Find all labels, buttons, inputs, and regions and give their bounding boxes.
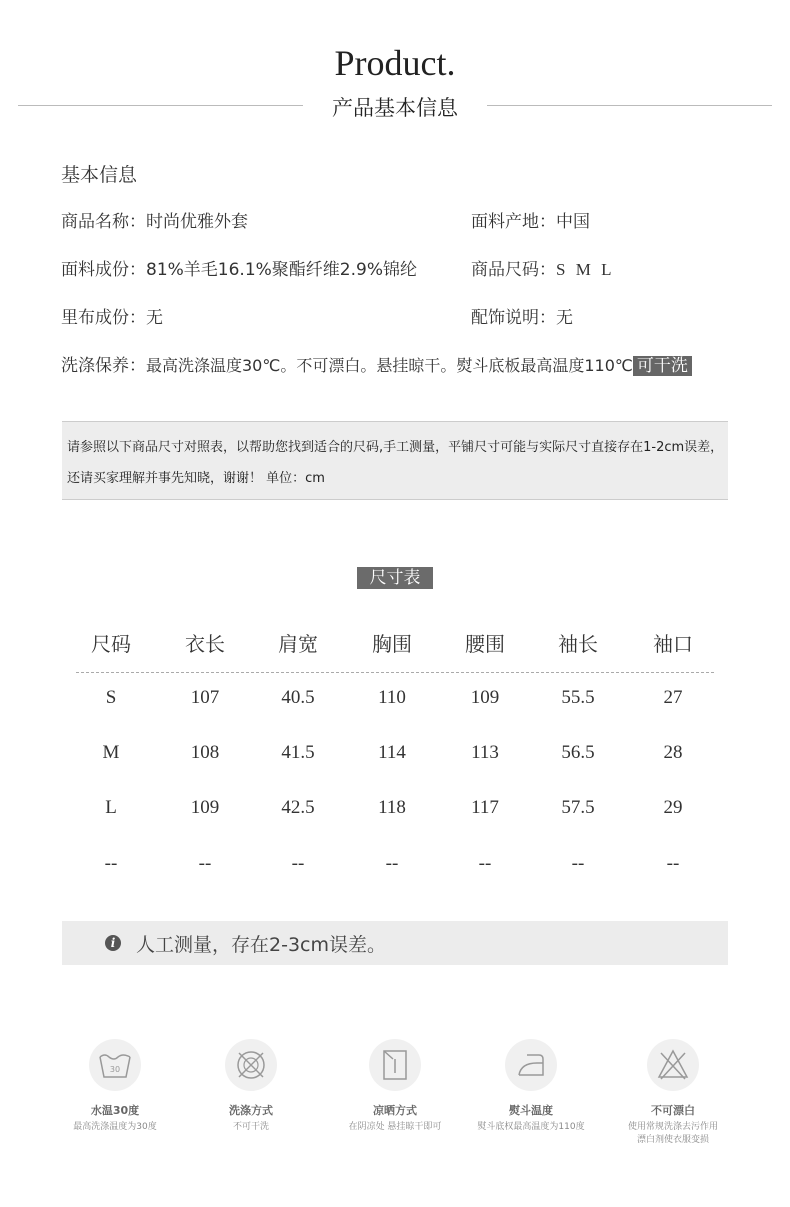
care-item-drying: [330, 1039, 460, 1134]
size-table-cell: 109: [470, 687, 500, 708]
size-table-cell: --: [385, 853, 399, 874]
size-table-cell: 108: [190, 742, 220, 763]
size-table-cell: 29: [663, 797, 683, 818]
care-title: 不可漂白: [651, 1104, 695, 1117]
wash-care-row: [61, 351, 692, 376]
fabric-origin-label: 面料产地：: [471, 212, 556, 232]
care-item-bleach: [608, 1039, 738, 1147]
notice-line-2: 还请买家理解并事先知晓，谢谢！ 单位：cm: [67, 471, 325, 486]
fabric-origin-value: 中国: [556, 212, 590, 232]
size-notice-box: [62, 421, 728, 500]
size-table-cell: 113: [471, 742, 499, 763]
product-name-row: [61, 207, 248, 232]
notice-line-1: 请参照以下商品尺寸对照表，以帮助您找到适合的尺码,手工测量，平铺尺寸可能与实际尺寸直接存在1-2cm误差，: [67, 440, 724, 455]
dry-clean-badge: 可干洗: [633, 356, 692, 376]
size-table-cell: 40.5: [281, 687, 315, 708]
care-title: 水温30度: [90, 1104, 140, 1117]
size-table-cell: M: [102, 742, 120, 763]
product-size-value: S M L: [556, 260, 615, 279]
care-title: 熨斗温度: [509, 1104, 553, 1117]
accessory-value: 无: [556, 308, 573, 328]
size-table-divider: [76, 672, 714, 673]
size-header-cell: 袖长: [558, 632, 598, 656]
iron-icon: [505, 1039, 557, 1091]
size-header-cell: 腰围: [465, 632, 505, 656]
page-subtitle: 产品基本信息: [332, 96, 458, 120]
size-table-cell: --: [666, 853, 680, 874]
size-table-cell: 41.5: [281, 742, 315, 763]
size-table-cell: 56.5: [561, 742, 595, 763]
product-name-value: 时尚优雅外套: [146, 212, 248, 232]
no-wash-icon: [225, 1039, 277, 1091]
lining-label: 里布成份：: [61, 308, 146, 328]
fabric-composition-row: [61, 255, 417, 280]
care-item-water-temp: [50, 1039, 180, 1134]
info-icon: i: [105, 935, 121, 951]
size-table-cell: 118: [378, 797, 406, 818]
lining-row: [61, 303, 163, 328]
product-size-label: 商品尺码：: [471, 260, 556, 280]
fabric-origin-row: [471, 207, 590, 232]
accessory-row: [471, 303, 573, 328]
care-title: 凉晒方式: [373, 1104, 417, 1117]
product-name-label: 商品名称：: [61, 212, 146, 232]
size-table-cell: S: [105, 687, 117, 708]
wash-care-label: 洗涤保养：: [61, 356, 146, 376]
size-header-cell: 胸围: [372, 632, 412, 656]
size-table-cell: 107: [190, 687, 220, 708]
size-table-cell: 28: [663, 742, 683, 763]
page-title: Product.: [334, 43, 456, 83]
size-table-cell: 27: [663, 687, 683, 708]
svg-text:30: 30: [109, 1065, 121, 1074]
size-header-cell: 袖口: [653, 632, 693, 656]
size-table-cell: L: [105, 797, 117, 818]
fabric-composition-value: 81%羊毛16.1%聚酯纤维2.9%锦纶: [146, 260, 417, 280]
size-table-cell: --: [478, 853, 492, 874]
care-title: 洗涤方式: [229, 1104, 273, 1117]
lining-value: 无: [146, 308, 163, 328]
care-desc: 在阴凉处 悬挂晾干即可: [348, 1122, 442, 1132]
care-desc: 最高洗涤温度为30度: [73, 1122, 157, 1132]
size-table-cell: 42.5: [281, 797, 315, 818]
no-bleach-icon: [647, 1039, 699, 1091]
product-size-row: [471, 255, 614, 280]
fabric-composition-label: 面料成份：: [61, 260, 146, 280]
size-table-cell: 55.5: [561, 687, 595, 708]
size-table-cell: 109: [190, 797, 220, 818]
care-desc-2: 漂白剂使衣服变损: [636, 1135, 709, 1145]
care-item-wash-method: [186, 1039, 316, 1134]
size-table-cell: --: [571, 853, 585, 874]
size-table-cell: --: [291, 853, 305, 874]
accessory-label: 配饰说明：: [471, 308, 556, 328]
wash-care-value: 最高洗涤温度30℃。不可漂白。悬挂晾干。熨斗底板最高温度110℃: [146, 356, 633, 375]
shade-dry-icon: [369, 1039, 421, 1091]
size-table-cell: 114: [378, 742, 406, 763]
size-table-cell: --: [198, 853, 212, 874]
measurement-tip: [62, 921, 728, 965]
size-header-cell: 肩宽: [278, 632, 318, 656]
size-table-cell: 110: [378, 687, 406, 708]
wash-30-icon: [89, 1039, 141, 1091]
care-item-ironing: [466, 1039, 596, 1134]
size-table-cell: --: [104, 853, 118, 874]
basic-info-heading: 基本信息: [61, 164, 138, 186]
tip-text: 人工测量，存在2-3cm误差。: [136, 934, 386, 956]
size-table-title: 尺寸表: [357, 567, 433, 589]
size-header-cell: 衣长: [185, 632, 225, 656]
size-header-cell: 尺码: [91, 632, 131, 656]
size-table-cell: 117: [471, 797, 499, 818]
care-desc: 熨斗底权最高温度为110度: [477, 1122, 585, 1132]
care-desc: 使用常规洗涤去污作用: [627, 1122, 718, 1132]
size-table-cell: 57.5: [561, 797, 595, 818]
care-desc: 不可干洗: [232, 1122, 269, 1132]
